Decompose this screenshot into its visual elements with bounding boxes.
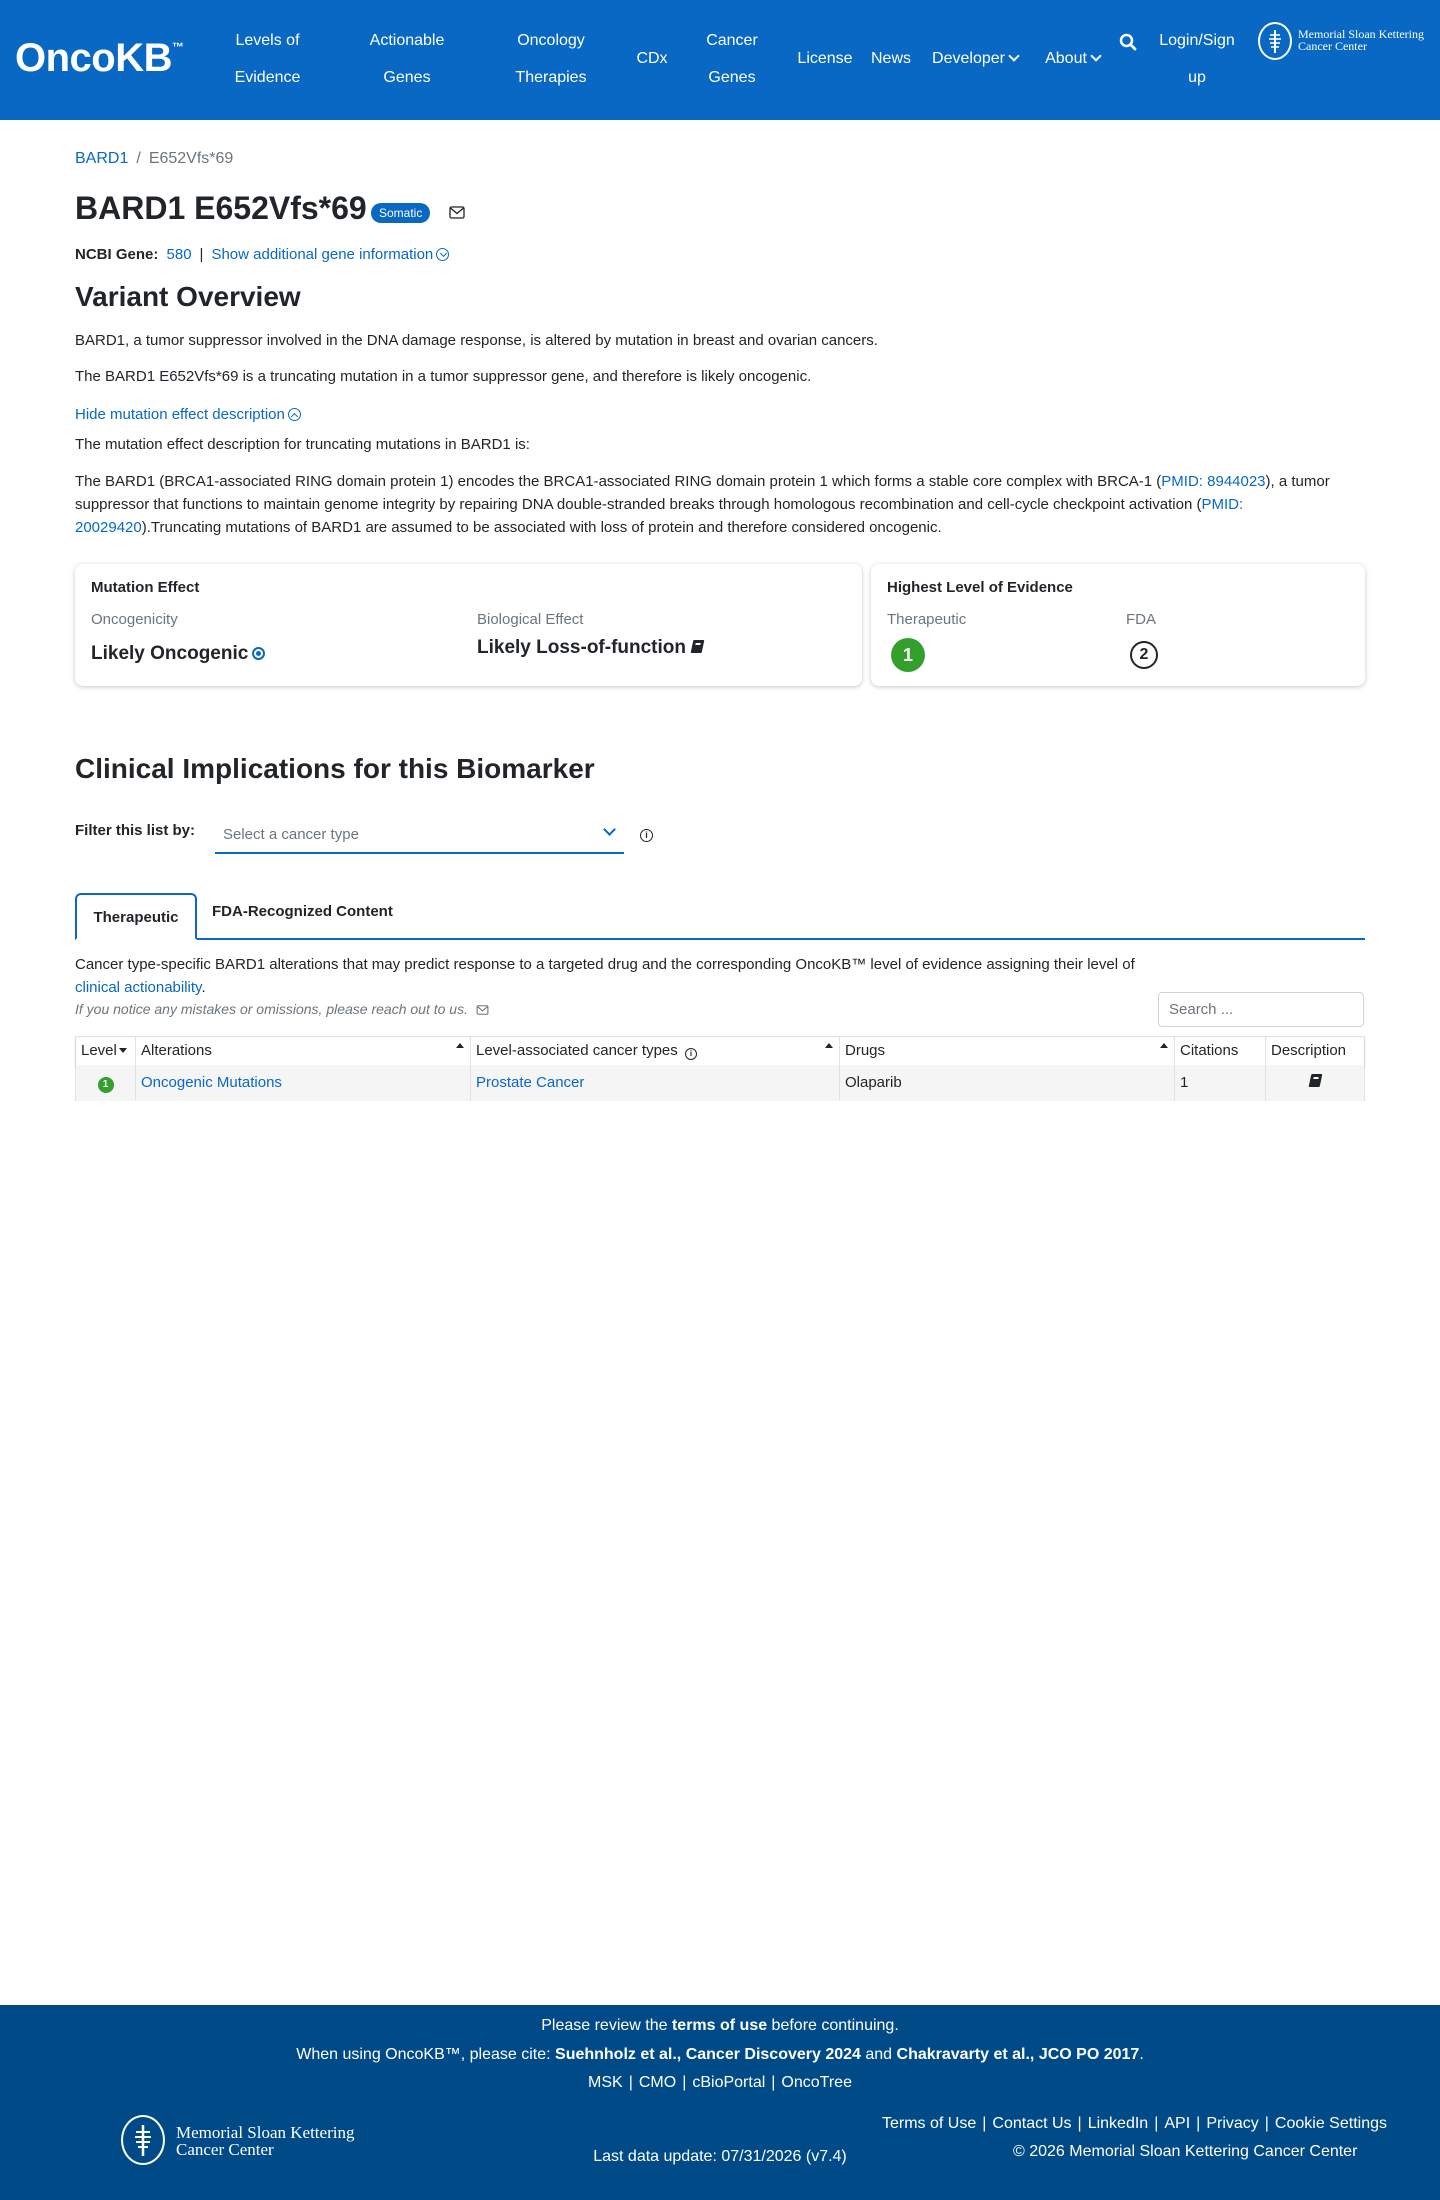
pmid-link[interactable]: PMID: 20029420 (75, 496, 1244, 536)
terms-of-use-link[interactable]: terms of use (671, 2017, 768, 2034)
nav-levels-of-evidence[interactable]: Levels of Evidence (234, 32, 301, 86)
select-placeholder: Select a cancer type (223, 826, 359, 843)
card-title: Highest Level of Evidence (887, 579, 1073, 596)
chevron-circle-down-icon (436, 248, 449, 261)
alteration-link[interactable]: Oncogenic Mutations (141, 1074, 282, 1091)
envelope-icon[interactable] (476, 1005, 489, 1015)
tab-fda-recognized-content[interactable]: FDA-Recognized Content (212, 903, 393, 920)
biological-effect-value: Likely Loss-of-function (477, 637, 703, 659)
cancer-type-select[interactable] (215, 816, 624, 854)
nav-about-dropdown[interactable]: About (1035, 40, 1110, 77)
cancer-type-cell (471, 1065, 840, 1101)
breadcrumb (75, 150, 233, 168)
envelope-icon[interactable] (449, 206, 465, 219)
column-header-citations[interactable]: Citations (1175, 1037, 1266, 1065)
footer-link-msk[interactable]: MSK (588, 2074, 623, 2091)
biological-effect-label: Biological Effect (477, 611, 584, 628)
alteration-cell (136, 1065, 471, 1101)
nav-login-signup[interactable]: Login/Sign up (1159, 32, 1235, 86)
citations-cell: 1 (1175, 1065, 1266, 1101)
footer-link-contact[interactable]: Contact Us (992, 2115, 1072, 2132)
variant-overview-heading: Variant Overview (75, 281, 301, 312)
pmid-link[interactable]: PMID: 8944023 (1161, 473, 1266, 490)
sort-asc-icon (1160, 1043, 1168, 1048)
footer-link-cmo[interactable]: CMO (638, 2074, 677, 2091)
table-search-input[interactable] (1158, 992, 1364, 1027)
chevron-down-icon (1008, 50, 1019, 61)
clinical-actionability-link[interactable]: clinical actionability (75, 979, 202, 996)
fda-level-2-icon[interactable]: 2 (1130, 641, 1158, 669)
mutation-effect-description: The BARD1 (BRCA1-associated RING domain protein 1) encodes the BRCA1-associated RING domain protein 1 which forms a stable core complex with BRCA-1 (PMID: 8944023), a tumor suppressor that functions to maintain genome integrity by repairing DNA double-stranded breaks through homologous recombination and cell-cycle checkpoint activation (PMID: 20029420).Truncating mutations of BARD1 are assumed to be associated with loss of protein and therefore considered oncogenic. (75, 473, 1330, 536)
fda-label: FDA (1126, 611, 1156, 628)
chevron-circle-up-icon (288, 408, 301, 421)
drugs-cell: Olaparib (840, 1065, 1175, 1101)
column-header-drugs[interactable]: Drugs (840, 1037, 1175, 1065)
book-icon[interactable] (1308, 1074, 1322, 1087)
sort-asc-icon (456, 1043, 464, 1048)
filter-label: Filter this list by: (75, 822, 196, 839)
cancer-type-link[interactable]: Prostate Cancer (476, 1074, 585, 1091)
likely-oncogenic-icon (252, 647, 265, 660)
citation-notice: When using OncoKB™, please cite: Suehnholz et al., Cancer Discovery 2024 and Chakravarty et al., JCO PO 2017. (296, 2046, 1144, 2063)
breadcrumb-current: E652Vfs*69 (148, 150, 234, 167)
tabs-underline (75, 938, 1365, 940)
chevron-down-icon (1090, 50, 1101, 61)
footer-link-terms[interactable]: Terms of Use (882, 2115, 977, 2132)
search-icon[interactable] (1119, 33, 1137, 51)
oncogenicity-value: Likely Oncogenic (91, 643, 265, 665)
ncbi-gene-link[interactable]: 580 (166, 246, 192, 263)
search-placeholder: Search ... (1169, 1001, 1234, 1018)
column-header-level[interactable]: Level (76, 1037, 136, 1065)
msk-emblem-icon (1258, 22, 1292, 60)
book-icon[interactable] (691, 640, 705, 653)
footer-links: Terms of Use | Contact Us | LinkedIn | API | Privacy | Cookie Settings (882, 2115, 1387, 2132)
hide-mutation-effect-toggle[interactable]: Hide mutation effect description (75, 403, 301, 426)
oncogenicity-label: Oncogenicity (91, 611, 178, 628)
nav-license[interactable]: License (797, 50, 853, 67)
column-header-cancer-types[interactable]: Level-associated cancer types i (471, 1037, 840, 1065)
footer-link-privacy[interactable]: Privacy (1206, 2115, 1259, 2132)
page-title: BARD1 E652Vfs*69 (75, 190, 367, 226)
ncbi-separator: | (199, 246, 204, 263)
top-navbar: OncoKB™ Levels of Evidence Actionable Genes Oncology Therapies CDx Cancer Genes License News Developer About Login/Sign up Memorial Sloan Kettering Cancer Center (0, 0, 1440, 120)
footer: Please review the terms of use before continuing. When using OncoKB™, please cite: Suehnholz et al., Cancer Discovery 2024 and Chakravarty et al., JCO PO 2017. MSK | CMO | cBioPortal | OncoTree Memorial Sloan Kettering Cancer Center Last data update: 07/31/2026 (v7.4) Terms of Use | Contact Us | LinkedIn | API | Privacy | Cookie Settings © 2026 Memorial Sloan Kettering Cancer Center (0, 2005, 1440, 2200)
nav-cdx[interactable]: CDx (636, 50, 668, 67)
column-header-description[interactable]: Description (1271, 1042, 1347, 1059)
breadcrumb-gene-link[interactable]: BARD1 (75, 150, 129, 167)
info-icon[interactable]: i (640, 829, 653, 842)
last-data-update: Last data update: 07/31/2026 (v7.4) (593, 2148, 847, 2165)
nav-oncology-therapies[interactable]: Oncology Therapies (515, 32, 587, 86)
nav-developer-dropdown[interactable]: Developer (925, 40, 1025, 77)
clinical-implications-heading: Clinical Implications for this Biomarker (75, 753, 595, 784)
copyright: © 2026 Memorial Sloan Kettering Cancer Center (1013, 2143, 1358, 2160)
nav-news[interactable]: News (870, 50, 911, 67)
tab-therapeutic[interactable]: Therapeutic (75, 893, 197, 940)
partner-links: MSK | CMO | cBioPortal | OncoTree (588, 2074, 852, 2091)
terms-notice: Please review the terms of use before continuing. (541, 2017, 899, 2034)
mutation-effect-intro: The mutation effect description for truncating mutations in BARD1 is: (75, 436, 530, 453)
table-header (76, 1037, 1364, 1065)
table-row (76, 1065, 1364, 1101)
oncokb-logo[interactable]: OncoKB™ (15, 36, 184, 80)
highest-level-card (871, 564, 1365, 686)
variant-summary: The BARD1 E652Vfs*69 is a truncating mutation in a tumor suppressor gene, and therefore is likely oncogenic. (75, 368, 812, 385)
sort-asc-icon (825, 1043, 833, 1048)
footer-link-linkedin[interactable]: LinkedIn (1087, 2115, 1149, 2132)
level-1-icon[interactable]: 1 (891, 638, 925, 672)
card-title: Mutation Effect (91, 579, 200, 596)
feedback-notice: If you notice any mistakes or omissions, please reach out to us. (75, 1001, 489, 1017)
footer-link-api[interactable]: API (1164, 2115, 1191, 2132)
nav-actionable-genes[interactable]: Actionable Genes (369, 32, 445, 86)
description-cell (1266, 1065, 1364, 1101)
footer-link-oncotree[interactable]: OncoTree (781, 2074, 852, 2091)
level-1-icon[interactable]: 1 (98, 1077, 114, 1093)
chevron-down-icon (603, 823, 616, 836)
citation-link[interactable]: Chakravarty et al., JCO PO 2017 (896, 2046, 1140, 2063)
status-badge: Somatic (371, 203, 430, 223)
breadcrumb-separator: / (136, 150, 141, 167)
nav-cancer-genes[interactable]: Cancer Genes (706, 32, 758, 86)
info-icon[interactable]: i (685, 1048, 697, 1060)
gene-summary: BARD1, a tumor suppressor involved in the DNA damage response, is altered by mutation in breast and ovarian cancers. (75, 332, 878, 349)
column-header-alterations[interactable]: Alterations (136, 1037, 471, 1065)
footer-link-cookie-settings[interactable]: Cookie Settings (1274, 2115, 1387, 2132)
sort-desc-icon (119, 1048, 127, 1053)
therapeutic-table (75, 1036, 1365, 1101)
show-gene-info-toggle[interactable]: Show additional gene information (211, 246, 449, 263)
level-cell (76, 1065, 136, 1101)
ncbi-gene-row (75, 246, 449, 263)
citation-link[interactable]: Suehnholz et al., Cancer Discovery 2024 (555, 2046, 861, 2063)
therapeutic-description: Cancer type-specific BARD1 alterations that may predict response to a targeted drug and the corresponding OncoKB™ level of evidence assigning their level of clinical actionability. (75, 956, 1135, 996)
mutation-effect-card (75, 564, 862, 686)
footer-link-cbioportal[interactable]: cBioPortal (692, 2074, 766, 2091)
ncbi-gene-label: NCBI Gene: (75, 246, 159, 263)
therapeutic-label: Therapeutic (887, 611, 967, 628)
